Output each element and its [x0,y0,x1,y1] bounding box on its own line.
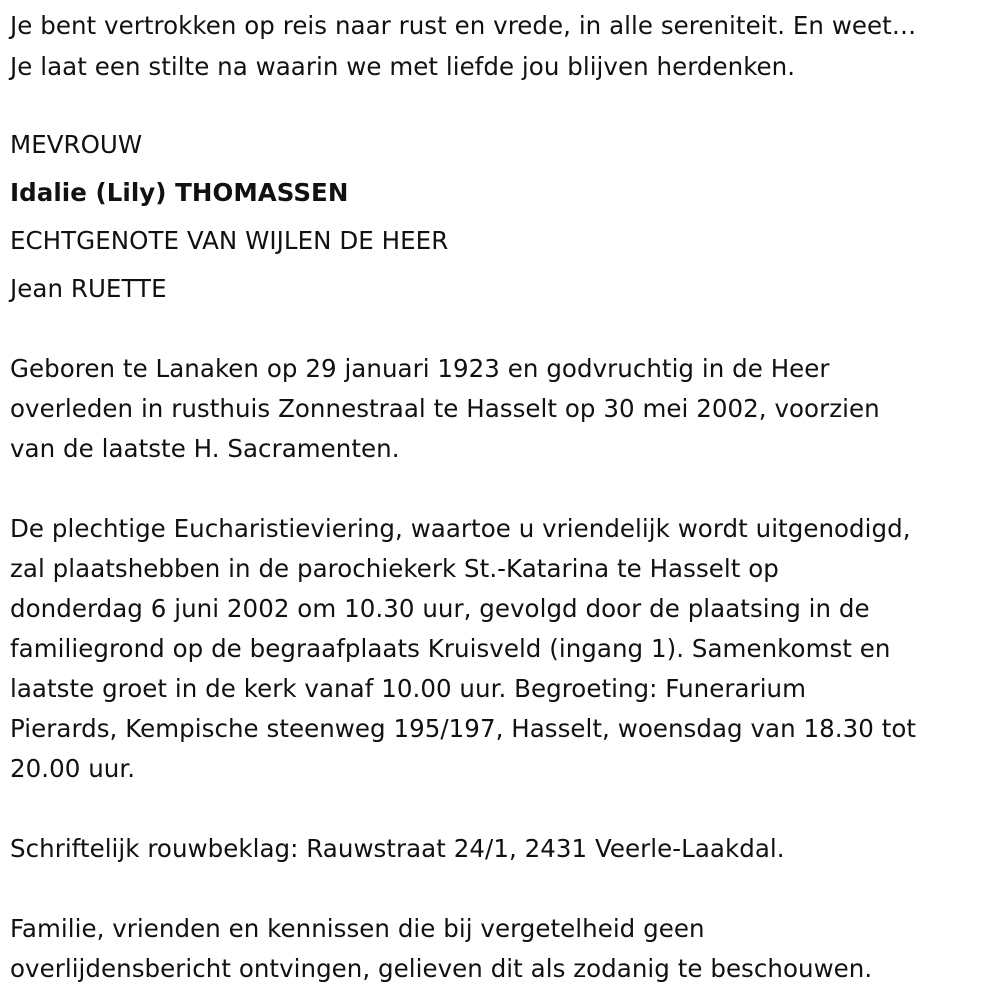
intro-line-2: Je laat een stilte na waarin we met liefde jou blijven herdenken. [10,52,796,81]
ceremony-line-7: 20.00 uur. [10,754,136,783]
honorific-title: MEVROUW [10,130,143,159]
birth-death-line-2: overleden in rusthuis Zonnestraal te Hasselt op 30 mei 2002, voorzien [10,394,880,423]
ceremony-line-5: laatste groet in de kerk vanaf 10.00 uur. Begroeting: Funerarium [10,674,807,703]
closing-line-2: overlijdensbericht ontvingen, gelieven dit als zodanig te beschouwen. [10,954,873,983]
ceremony-line-1: De plechtige Eucharistieviering, waartoe u vriendelijk wordt uitgenodigd, [10,514,911,543]
closing-line-1: Familie, vrienden en kennissen die bij vergetelheid geen [10,914,705,943]
deceased-name: Idalie (Lily) THOMASSEN [10,178,349,207]
intro-line-1: Je bent vertrokken op reis naar rust en vrede, in alle sereniteit. En weet… [10,11,917,40]
ceremony-line-3: donderdag 6 juni 2002 om 10.30 uur, gevolgd door de plaatsing in de [10,594,870,623]
ceremony-line-4: familiegrond op de begraafplaats Kruisveld (ingang 1). Samenkomst en [10,634,891,663]
ceremony-line-6: Pierards, Kempische steenweg 195/197, Hasselt, woensdag van 18.30 tot [10,714,917,743]
condolences-line: Schriftelijk rouwbeklag: Rauwstraat 24/1, 2431 Veerle-Laakdal. [10,834,785,863]
relation-line: ECHTGENOTE VAN WIJLEN DE HEER [10,226,449,255]
ceremony-line-2: zal plaatshebben in de parochiekerk St.-Katarina te Hasselt op [10,554,779,583]
spouse-name: Jean RUETTE [10,274,167,303]
birth-death-line-1: Geboren te Lanaken op 29 januari 1923 en godvruchtig in de Heer [10,354,830,383]
birth-death-line-3: van de laatste H. Sacramenten. [10,434,400,463]
